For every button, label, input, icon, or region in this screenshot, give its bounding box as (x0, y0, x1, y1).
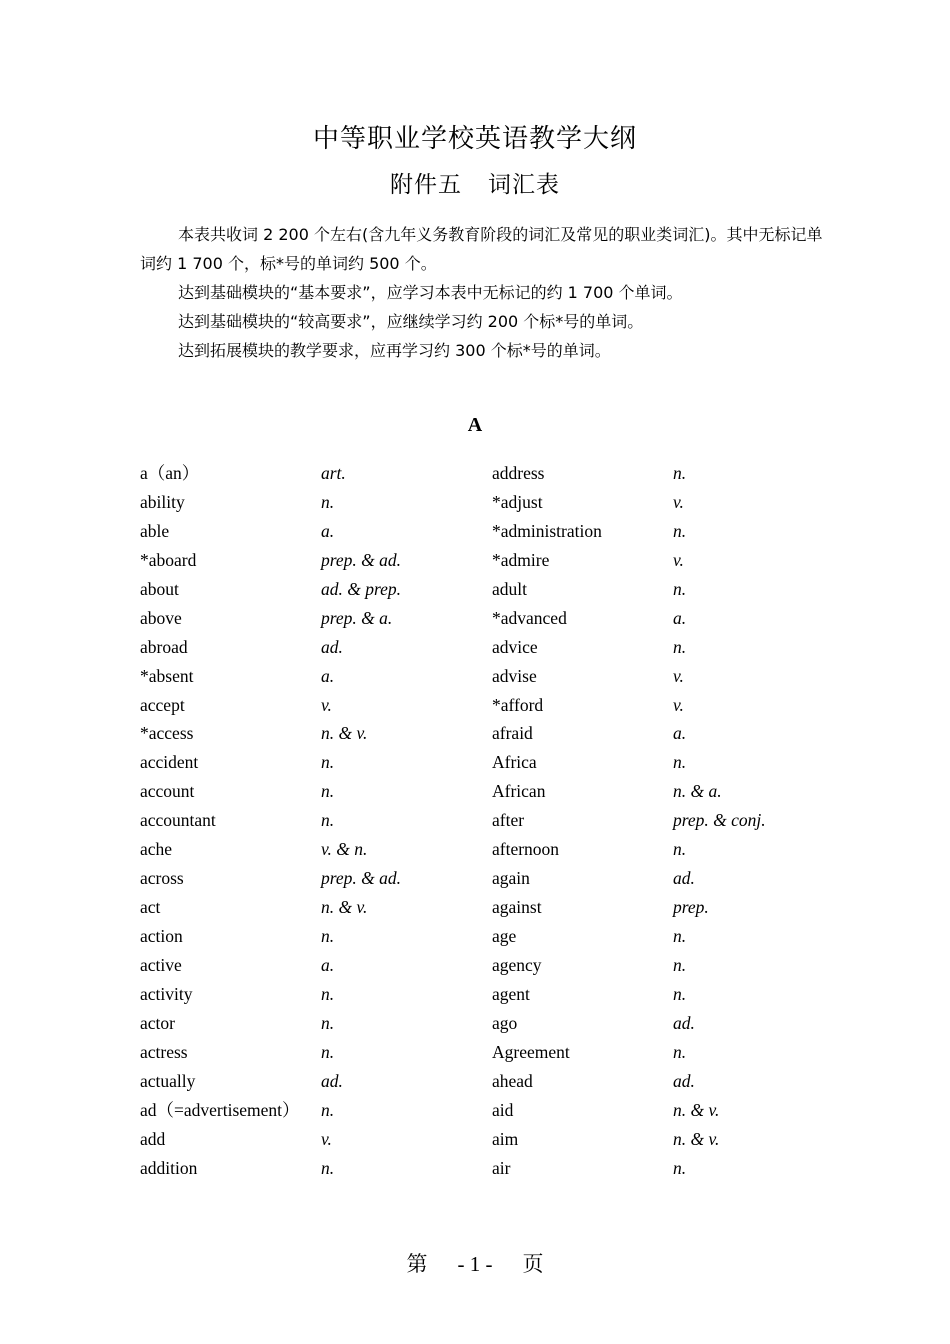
vocab-pos: ad. (321, 636, 343, 657)
vocab-pos: n. & v. (673, 1128, 720, 1149)
vocab-pos: ad. (673, 1012, 695, 1033)
intro-paragraph-2: 达到基础模块的“基本要求”，应学习本表中无标记的约 1 700 个单词。 (178, 283, 683, 302)
vocab-pos: n. (673, 578, 687, 599)
vocab-pos: n. & v. (321, 723, 368, 744)
vocab-word: *access (140, 723, 194, 744)
intro-paragraphs (140, 220, 830, 365)
subtitle-appendix: 附件五 (390, 172, 462, 198)
vocab-word: abroad (140, 636, 188, 657)
vocab-pos: n. (321, 983, 335, 1004)
vocab-pos: n. (673, 752, 687, 773)
vocab-pos: v. (673, 491, 684, 512)
vocab-word: again (492, 868, 530, 889)
vocab-word: aim (492, 1128, 519, 1149)
vocabulary-table (140, 459, 840, 1179)
vocab-word: active (140, 954, 182, 975)
vocab-word: account (140, 781, 195, 802)
page-number: - 1 - (457, 1252, 493, 1276)
vocab-word: action (140, 926, 183, 946)
vocab-word: across (140, 868, 184, 889)
intro-paragraph-3: 达到基础模块的“较高要求”，应继续学习约 200 个标*号的单词。 (178, 312, 644, 331)
vocab-word: ahead (492, 1070, 533, 1091)
vocab-pos: n. (673, 463, 687, 483)
vocab-word: advise (492, 665, 537, 686)
vocab-word: actor (140, 1012, 175, 1033)
vocab-pos: n. (321, 1157, 335, 1178)
vocab-pos: n. (321, 781, 335, 802)
vocab-word: a（an） (140, 463, 200, 483)
vocab-pos: v. (673, 549, 684, 570)
vocab-pos: v. (321, 694, 332, 715)
vocab-word: *absent (140, 665, 194, 686)
vocab-pos: n. (673, 636, 687, 657)
vocab-pos: prep. (673, 897, 709, 918)
footer-prefix: 第 (406, 1252, 428, 1276)
vocab-word: afternoon (492, 839, 560, 860)
vocab-word: add (140, 1128, 166, 1149)
vocab-pos: prep. & conj. (673, 810, 766, 831)
vocab-word: African (492, 781, 546, 802)
vocab-pos: v. (673, 694, 684, 715)
vocab-pos: ad. (673, 868, 695, 889)
page-subtitle (0, 166, 950, 199)
vocab-word: ad（=advertisement） (140, 1099, 300, 1120)
vocab-word: accountant (140, 810, 216, 831)
vocab-word: actress (140, 1041, 188, 1062)
vocab-pos: v. & n. (321, 839, 368, 860)
vocab-pos: n. (673, 520, 687, 541)
page-footer (0, 1248, 950, 1278)
vocab-pos: n. (673, 983, 687, 1004)
vocab-word: addition (140, 1157, 198, 1178)
vocab-pos: a. (321, 665, 335, 686)
vocab-word: activity (140, 983, 193, 1004)
vocab-pos: n. (673, 926, 687, 946)
vocab-pos: prep. & ad. (321, 868, 402, 889)
vocab-word: *administration (492, 520, 602, 541)
vocab-word: agency (492, 954, 542, 975)
vocab-pos: n. (321, 810, 335, 831)
vocab-word: aid (492, 1099, 514, 1120)
vocab-word: after (492, 810, 525, 831)
vocab-word: act (140, 897, 161, 918)
vocab-word: Agreement (492, 1041, 570, 1062)
vocab-word: afraid (492, 723, 533, 744)
vocab-word: age (492, 926, 517, 946)
vocab-pos: a. (321, 954, 335, 975)
vocab-word: ability (140, 491, 185, 512)
vocab-pos: prep. & ad. (321, 549, 402, 570)
vocab-pos: v. (321, 1128, 332, 1149)
vocab-pos: n. (321, 1099, 335, 1120)
vocab-word: adult (492, 578, 527, 599)
vocab-word: *advanced (492, 607, 567, 628)
vocab-pos: n. (321, 491, 335, 512)
vocab-pos: ad. (321, 1070, 343, 1091)
vocab-word: about (140, 578, 179, 599)
vocab-word: air (492, 1157, 511, 1178)
vocab-pos: art. (321, 463, 346, 483)
vocab-word: *afford (492, 694, 544, 715)
intro-paragraph-4: 达到拓展模块的教学要求，应再学习约 300 个标*号的单词。 (178, 341, 611, 360)
subtitle-vocabulary: 词汇表 (488, 172, 560, 198)
vocab-pos: ad. (673, 1070, 695, 1091)
vocab-word: above (140, 607, 182, 628)
vocab-word: actually (140, 1070, 196, 1091)
vocab-pos: prep. & a. (321, 607, 393, 628)
vocab-pos: n. & a. (673, 781, 722, 802)
vocab-pos: n. (321, 1041, 335, 1062)
footer-suffix: 页 (522, 1252, 544, 1276)
vocab-pos: v. (673, 665, 684, 686)
section-letter: A (467, 414, 483, 436)
vocab-pos: ad. & prep. (321, 578, 402, 599)
vocab-word: accept (140, 694, 185, 715)
vocab-pos: n. & v. (321, 897, 368, 918)
vocab-pos: n. (673, 1157, 687, 1178)
vocab-pos: n. (321, 752, 335, 773)
vocab-word: advice (492, 636, 538, 657)
page-title: 中等职业学校英语教学大纲 (312, 124, 637, 154)
vocab-word: against (492, 897, 542, 918)
vocab-word: Africa (492, 752, 537, 773)
vocab-word: *adjust (492, 491, 543, 512)
vocab-pos: a. (673, 607, 687, 628)
vocab-word: able (140, 520, 170, 541)
vocab-pos: n. (673, 1041, 687, 1062)
vocab-pos: n. (321, 926, 335, 946)
vocab-word: agent (492, 983, 530, 1004)
vocab-pos: n. (673, 839, 687, 860)
intro-paragraph-1: 本表共收词 2 200 个左右(含九年义务教育阶段的词汇及常见的职业类词汇)。其中无标记单词约 1 700 个，标*号的单词约 500 个。 (140, 225, 823, 273)
vocab-word: address (492, 463, 545, 483)
vocab-pos: a. (321, 520, 335, 541)
vocab-word: *aboard (140, 549, 197, 570)
vocab-word: ago (492, 1012, 518, 1033)
vocab-pos: n. (321, 1012, 335, 1033)
vocab-pos: n. & v. (673, 1099, 720, 1120)
vocab-pos: a. (673, 723, 687, 744)
vocab-word: accident (140, 752, 199, 773)
vocab-pos: n. (673, 954, 687, 975)
vocab-word: *admire (492, 549, 550, 570)
vocab-word: ache (140, 839, 173, 860)
